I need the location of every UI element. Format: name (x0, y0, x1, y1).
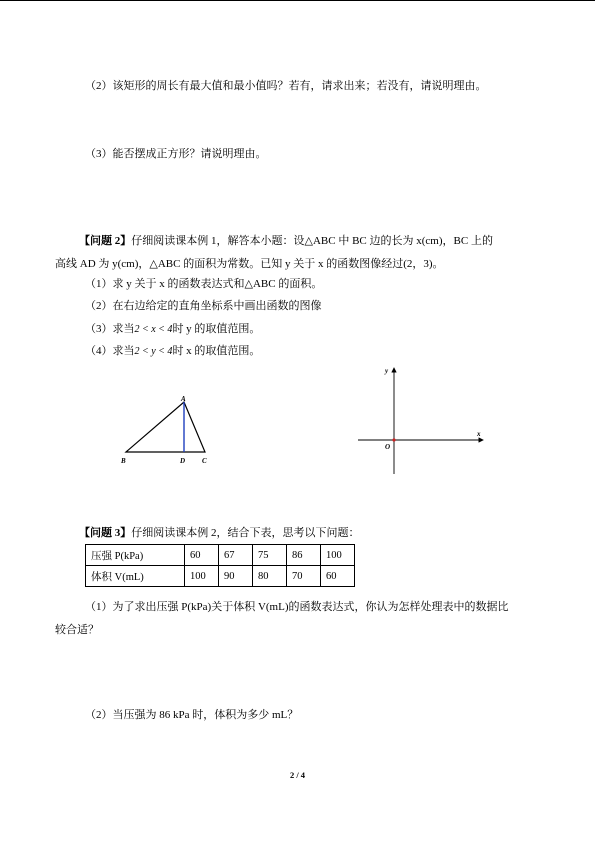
item4-prefix: （4）求当 (85, 345, 135, 357)
label-c: C (202, 457, 207, 465)
problem2-item3 (85, 322, 260, 337)
rect-question-part3: （3）能否摆成正方形？请说明理由。 (85, 148, 267, 160)
rect-question-part2: （2）该矩形的周长有最大值和最小值吗？若有，请求出来；若没有，请说明理由。 (85, 80, 487, 92)
problem3-intro (79, 526, 360, 540)
problem2-intro-text: 仔细阅读课本例 1，解答本小题：设△ABC 中 BC 边的长为 x(cm)，BC 上的 (131, 235, 493, 247)
table-cell: 86 (287, 545, 321, 566)
table-cell: 80 (253, 566, 287, 587)
x-axis-label: x (477, 430, 481, 438)
problem2-heading: 【问题 2】 (79, 235, 132, 247)
problem2-item2: （2）在右边给定的直角坐标系中画出函数的图像 (85, 300, 322, 312)
item3-inequality: 2 < x < 4 (134, 324, 173, 335)
triangle-figure (118, 392, 218, 472)
problem2-item4 (85, 344, 260, 359)
table-cell: 75 (253, 545, 287, 566)
table-cell: 60 (321, 566, 355, 587)
table-row (86, 545, 355, 566)
coordinate-axes (355, 364, 495, 479)
problem2-intro-line1 (79, 234, 493, 248)
table-cell: 60 (185, 545, 219, 566)
problem3-item1-line2: 较合适？ (55, 624, 99, 636)
item4-suffix: 时 x 的取值范围。 (172, 345, 261, 357)
page-number: 2 / 4 (289, 770, 306, 780)
problem2-intro-line2: 高线 AD 为 y(cm)，△ABC 的面积为常数。已知 y 关于 x 的函数图像经过(2，3)。 (55, 258, 444, 270)
label-d: D (180, 457, 186, 465)
item3-prefix: （3）求当 (85, 323, 135, 335)
triangle-abc (126, 402, 205, 452)
table-cell: 67 (219, 545, 253, 566)
table-row (86, 566, 355, 587)
table-row-header: 压强 P(kPa) (86, 545, 185, 566)
table-cell: 100 (185, 566, 219, 587)
label-a: A (181, 395, 186, 403)
y-axis-label: y (385, 367, 389, 375)
label-b: B (121, 457, 126, 465)
problem3-item1-line1: （1）为了求出压强 P(kPa)关于体积 V(mL)的函数表达式，你认为怎样处理表中的数据比 (85, 601, 509, 613)
problem3-heading: 【问题 3】 (79, 527, 132, 539)
origin-label: O (385, 443, 391, 451)
item4-inequality: 2 < y < 4 (134, 346, 173, 357)
problem3-item2: （2）当压强为 86 kPa 时，体积为多少 mL？ (85, 709, 299, 721)
problem3-intro-text: 仔细阅读课本例 2，结合下表，思考以下问题： (131, 527, 360, 539)
top-rule (0, 0, 595, 1)
origin-dot (392, 438, 395, 441)
table-row-header: 体积 V(mL) (86, 566, 185, 587)
item3-suffix: 时 y 的取值范围。 (172, 323, 261, 335)
table-cell: 90 (219, 566, 253, 587)
table-cell: 70 (287, 566, 321, 587)
pressure-volume-table (85, 544, 355, 587)
problem2-item1: （1）求 y 关于 x 的函数表达式和△ABC 的面积。 (85, 278, 323, 290)
table-cell: 100 (321, 545, 355, 566)
